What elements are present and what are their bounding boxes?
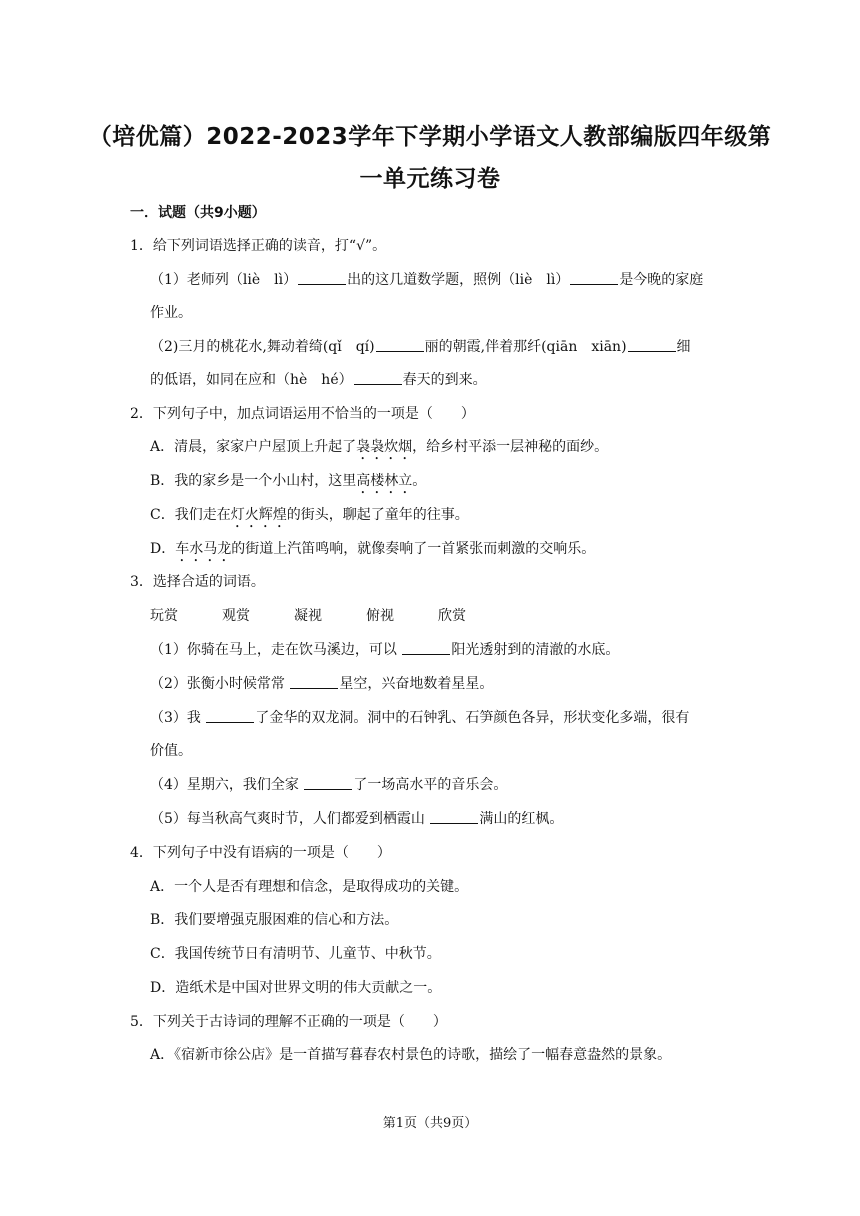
answer-blank[interactable] xyxy=(402,640,450,655)
answer-blank[interactable] xyxy=(354,370,402,385)
text-segment: 星空，兴奋地数着星星。 xyxy=(339,676,494,692)
question-1-part-1-continued: 作业。 xyxy=(150,305,192,321)
dotted-phrase: 袅袅炊烟 xyxy=(356,439,413,455)
question-2-option-b xyxy=(150,471,426,497)
question-1-part-2-continued xyxy=(150,370,487,390)
word-option: 观赏 xyxy=(222,608,250,624)
text-segment: 了一场高水平的音乐会。 xyxy=(353,777,508,793)
answer-blank[interactable] xyxy=(570,270,618,285)
text-segment: 阳光透射到的清澈的水底。 xyxy=(451,642,620,658)
section-heading: 一．试题（共9小题） xyxy=(130,205,266,221)
question-3-word-bank xyxy=(150,606,510,626)
text-segment: 。 xyxy=(412,473,427,489)
text-segment: （4）星期六，我们全家 xyxy=(150,777,304,793)
text-segment: 出的这几道数学题，照例（liè lì） xyxy=(347,272,570,288)
word-option: 玩赏 xyxy=(150,608,178,624)
text-segment: A．清晨，家家户户屋顶上升起了 xyxy=(150,439,357,455)
question-3-stem: 3．选择合适的词语。 xyxy=(130,574,265,590)
text-segment: （3）我 xyxy=(150,710,206,726)
dotted-phrase: 灯火辉煌 xyxy=(230,507,287,523)
dotted-phrase: 高楼林立 xyxy=(356,473,413,489)
answer-blank[interactable] xyxy=(290,674,338,689)
question-4-option-c: C．我国传统节日有清明节、儿童节、中秋节。 xyxy=(150,946,441,962)
text-segment: 的低语，如同在应和（hè hé） xyxy=(150,372,353,388)
question-3-sentence-4 xyxy=(150,775,507,795)
question-5-option-a: A．《宿新市徐公店》是一首描写暮春农村景色的诗歌，描绘了一幅春意盎然的景象。 xyxy=(150,1047,672,1063)
word-option: 欣赏 xyxy=(438,608,466,624)
answer-blank[interactable] xyxy=(298,270,346,285)
text-segment: D． xyxy=(150,541,176,557)
text-segment: 是今晚的家庭 xyxy=(619,272,704,288)
dotted-phrase: 车水马龙 xyxy=(175,541,232,557)
text-segment: （5）每当秋高气爽时节，人们都爱到栖霞山 xyxy=(150,811,430,827)
question-4-option-a: A．一个人是否有理想和信念，是取得成功的关键。 xyxy=(150,879,469,895)
text-segment: ，给乡村平添一层神秘的面纱。 xyxy=(412,439,609,455)
answer-blank[interactable] xyxy=(628,337,676,352)
text-segment: 了金华的双龙洞。洞中的石钟乳、石笋颜色各异，形状变化多端，很有 xyxy=(255,710,690,726)
question-4-option-b: B．我们要增强克服困难的信心和方法。 xyxy=(150,912,399,928)
question-5-stem: 5．下列关于古诗词的理解不正确的一项是（ ） xyxy=(130,1014,447,1030)
text-segment: B．我的家乡是一个小山村，这里 xyxy=(150,473,357,489)
answer-blank[interactable] xyxy=(430,809,478,824)
text-segment: 细 xyxy=(676,339,691,355)
document-title-line-1: （培优篇）2022-2023学年下学期小学语文人教部编版四年级第 xyxy=(88,124,772,150)
question-1-stem: 1．给下列词语选择正确的读音，打“√”。 xyxy=(130,238,387,254)
text-segment: 春天的到来。 xyxy=(402,372,487,388)
question-1-part-2 xyxy=(150,337,691,357)
answer-blank[interactable] xyxy=(304,775,352,790)
question-3-sentence-3 xyxy=(150,708,689,728)
question-3-sentence-1 xyxy=(150,640,619,660)
question-3-sentence-3-continued: 价值。 xyxy=(150,743,192,759)
word-option: 凝视 xyxy=(294,608,322,624)
question-2-option-d xyxy=(150,539,595,565)
text-segment: （1）你骑在马上，走在饮马溪边，可以 xyxy=(150,642,402,658)
text-segment: 满山的红枫。 xyxy=(479,811,564,827)
question-3-sentence-2 xyxy=(150,674,493,694)
document-title-line-2: 一单元练习卷 xyxy=(359,166,501,192)
page-footer: 第1页（共9页） xyxy=(382,1116,478,1131)
question-2-option-a xyxy=(150,437,608,463)
text-segment: 的街头，聊起了童年的往事。 xyxy=(286,507,469,523)
answer-blank[interactable] xyxy=(376,337,424,352)
question-2-stem: 2．下列句子中，加点词语运用不恰当的一项是（ ） xyxy=(130,406,475,422)
answer-blank[interactable] xyxy=(206,708,254,723)
question-1-part-1 xyxy=(150,270,703,290)
question-2-option-c xyxy=(150,505,469,531)
word-option: 俯视 xyxy=(366,608,394,624)
text-segment: （1）老师列（liè lì） xyxy=(150,272,298,288)
question-4-stem: 4．下列句子中没有语病的一项是（ ） xyxy=(130,845,391,861)
text-segment: （2)三月的桃花水,舞动着绮(qǐ qí) xyxy=(150,339,375,355)
text-segment: 丽的朝霞,伴着那纤(qiān xiān) xyxy=(424,339,627,355)
question-3-sentence-5 xyxy=(150,809,563,829)
text-segment: C．我们走在 xyxy=(150,507,231,523)
question-4-option-d: D．造纸术是中国对世界文明的伟大贡献之一。 xyxy=(150,980,442,996)
text-segment: 的街道上汽笛鸣响，就像奏响了一首紧张而刺激的交响乐。 xyxy=(231,541,596,557)
text-segment: （2）张衡小时候常常 xyxy=(150,676,290,692)
